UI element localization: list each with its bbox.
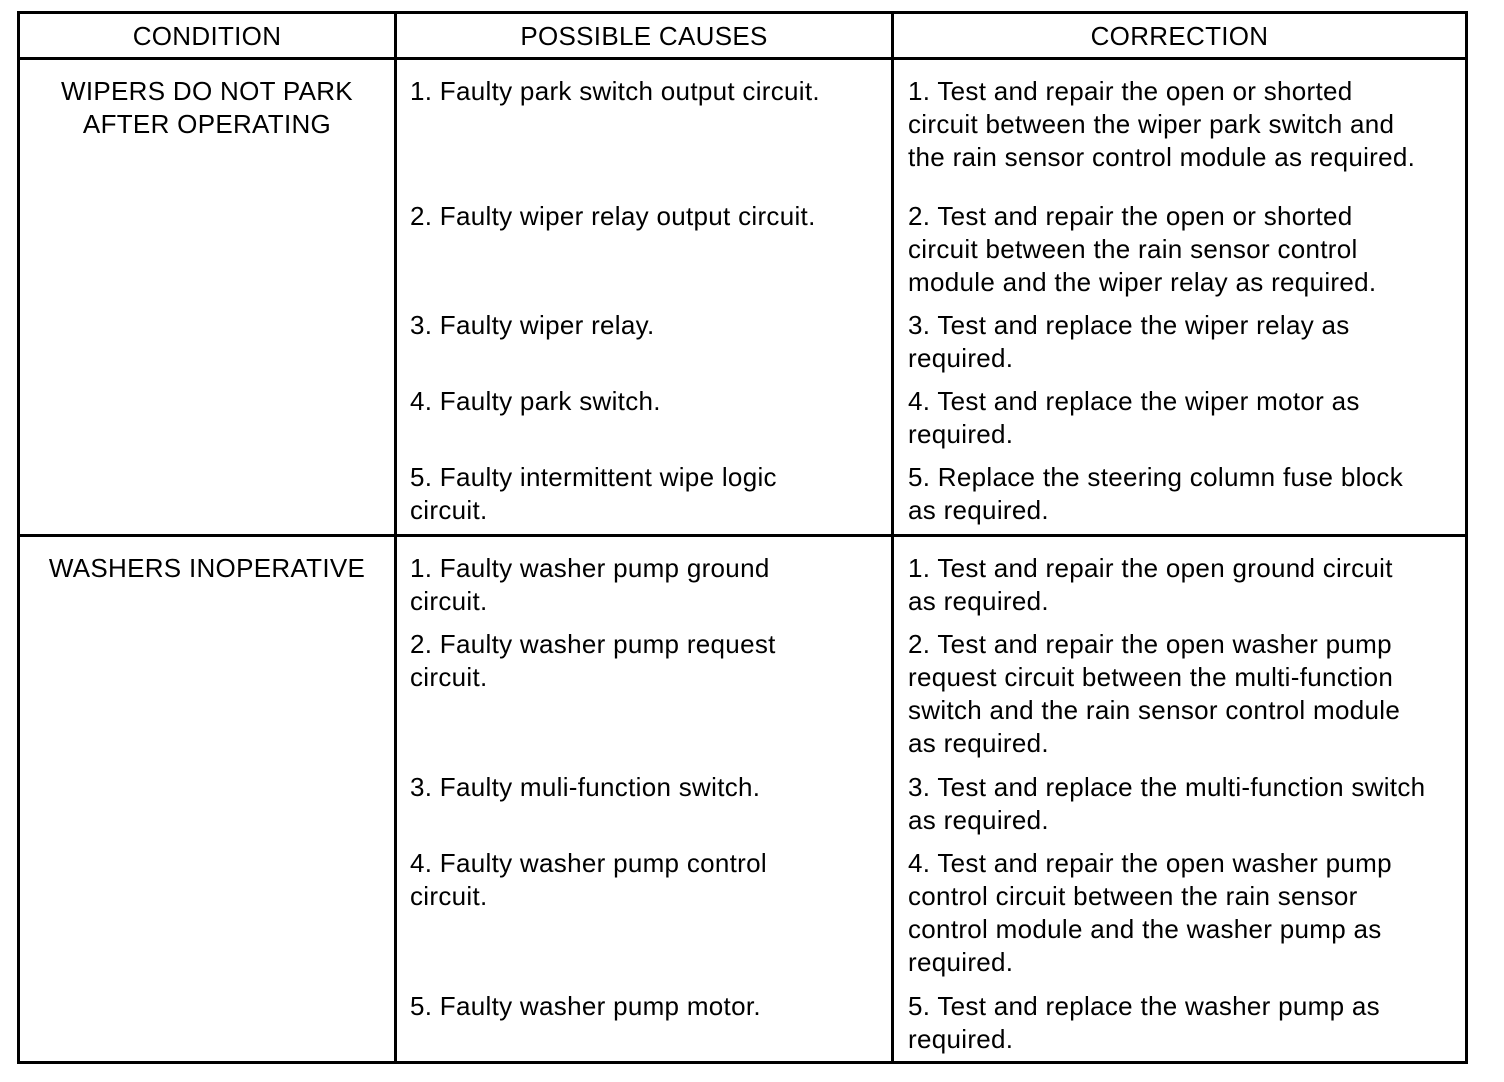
header-possible-causes: POSSIBLE CAUSES	[520, 20, 768, 51]
cause-line: 2. Faulty washer pump request	[410, 629, 776, 659]
correction-line: control module and the washer pump as	[908, 914, 1382, 944]
cause-line: 3. Faulty muli-function switch.	[410, 772, 761, 802]
condition-cell	[20, 75, 394, 141]
correction-cell	[908, 461, 1403, 527]
correction-cell	[908, 847, 1392, 979]
cause-cell	[410, 552, 770, 618]
correction-line: module and the wiper relay as required.	[908, 267, 1377, 297]
correction-line: required.	[908, 947, 1014, 977]
condition-line: WASHERS INOPERATIVE	[48, 553, 366, 583]
condition-line: WIPERS DO NOT PARK	[61, 76, 353, 106]
correction-cell	[908, 552, 1393, 618]
cause-cell	[410, 75, 820, 108]
cause-line: circuit.	[410, 586, 488, 616]
cause-line: 4. Faulty washer pump control	[410, 848, 767, 878]
correction-line: required.	[908, 1024, 1014, 1054]
correction-line: as required.	[908, 805, 1049, 835]
correction-cell	[908, 990, 1380, 1056]
cause-cell	[410, 771, 760, 804]
cause-cell	[410, 847, 767, 913]
cause-cell	[410, 461, 777, 527]
correction-line: the rain sensor control module as required.	[908, 142, 1416, 172]
correction-cell	[908, 200, 1376, 299]
correction-line: control circuit between the rain sensor	[908, 881, 1358, 911]
correction-line: circuit between the rain sensor control	[908, 234, 1358, 264]
cause-line: 1. Faulty park switch output circuit.	[410, 76, 820, 106]
cause-line: 5. Faulty intermittent wipe logic	[410, 462, 777, 492]
correction-line: required.	[908, 419, 1014, 449]
correction-line: 4. Test and replace the wiper motor as	[908, 386, 1360, 416]
correction-cell	[908, 385, 1360, 451]
diagnosis-table	[17, 11, 1468, 1064]
cause-line: 3. Faulty wiper relay.	[410, 310, 655, 340]
correction-line: 3. Test and replace the multi-function switch	[908, 772, 1426, 802]
correction-line: 2. Test and repair the open washer pump	[908, 629, 1392, 659]
cause-cell	[410, 385, 661, 418]
correction-line: 1. Test and repair the open or shorted	[908, 76, 1353, 106]
correction-line: 3. Test and replace the wiper relay as	[908, 310, 1350, 340]
correction-line: as required.	[908, 495, 1049, 525]
correction-line: 5. Test and replace the washer pump as	[908, 991, 1380, 1021]
correction-line: 2. Test and repair the open or shorted	[908, 201, 1353, 231]
header-correction: CORRECTION	[1090, 20, 1269, 51]
correction-line: 4. Test and repair the open washer pump	[908, 848, 1392, 878]
correction-cell	[908, 309, 1350, 375]
correction-line: as required.	[908, 728, 1049, 758]
correction-line: required.	[908, 343, 1014, 373]
column-divider-1	[394, 14, 397, 1061]
group-divider	[20, 534, 1465, 537]
column-divider-2	[891, 14, 894, 1061]
cause-line: circuit.	[410, 662, 488, 692]
correction-cell	[908, 771, 1425, 837]
correction-line: 5. Replace the steering column fuse block	[908, 462, 1404, 492]
cause-line: 2. Faulty wiper relay output circuit.	[410, 201, 816, 231]
correction-line: circuit between the wiper park switch and	[908, 109, 1395, 139]
correction-line: request circuit between the multi-function	[908, 662, 1394, 692]
correction-cell	[908, 628, 1400, 760]
cause-line: circuit.	[410, 881, 488, 911]
correction-line: as required.	[908, 586, 1049, 616]
cause-cell	[410, 628, 776, 694]
header-condition: CONDITION	[132, 20, 282, 51]
correction-line: switch and the rain sensor control module	[908, 695, 1401, 725]
cause-cell	[410, 990, 761, 1023]
cause-cell	[410, 200, 816, 233]
cause-cell	[410, 309, 655, 342]
cause-line: circuit.	[410, 495, 488, 525]
condition-line: AFTER OPERATING	[82, 109, 332, 139]
cause-line: 1. Faulty washer pump ground	[410, 553, 770, 583]
correction-cell	[908, 75, 1415, 174]
condition-cell	[20, 552, 394, 585]
cause-line: 4. Faulty park switch.	[410, 386, 661, 416]
correction-line: 1. Test and repair the open ground circuit	[908, 553, 1393, 583]
cause-line: 5. Faulty washer pump motor.	[410, 991, 761, 1021]
